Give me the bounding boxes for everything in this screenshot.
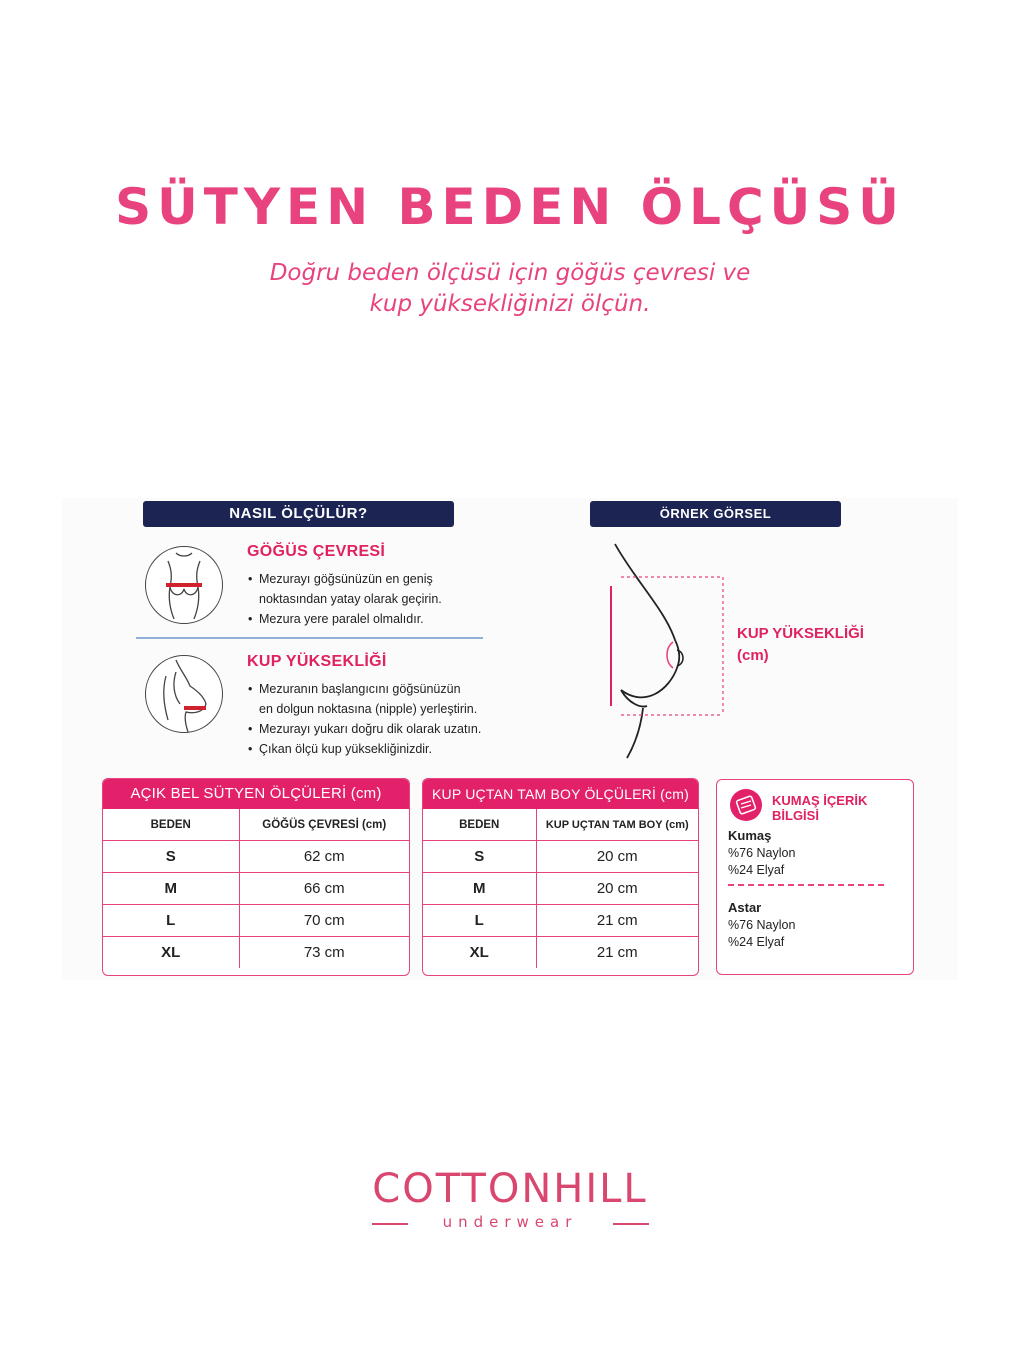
subtitle-line-1: Doğru beden ölçüsü için göğüs çevresi ve xyxy=(269,260,751,286)
chest-measure-icon xyxy=(145,546,223,624)
page-subtitle xyxy=(0,258,1020,320)
lining-elastane: %24 Elyaf xyxy=(728,935,785,949)
open-back-table-title: AÇIK BEL SÜTYEN ÖLÇÜLERİ (cm) xyxy=(103,779,409,809)
col-header-size: BEDEN xyxy=(150,818,191,831)
cup-measure-icon xyxy=(145,655,223,733)
cup-height-label xyxy=(737,623,864,667)
size-cell: XL xyxy=(423,937,536,969)
cup-bullet-4: • Çıkan ölçü kup yüksekliğinizdir. xyxy=(259,739,481,759)
value-cell: 21 cm xyxy=(536,905,698,937)
table-header-row xyxy=(423,809,698,841)
cup-instructions xyxy=(247,679,481,759)
logo-line-right xyxy=(613,1223,649,1225)
shell-fabric-label: Kumaş xyxy=(728,828,772,843)
size-cell: M xyxy=(423,873,536,905)
subtitle-line-2: kup yüksekliğinizi ölçün. xyxy=(369,291,651,317)
table-row xyxy=(103,873,409,905)
value-cell: 62 cm xyxy=(239,841,409,873)
size-cell: S xyxy=(423,841,536,873)
open-back-size-table xyxy=(102,778,410,976)
value-cell: 20 cm xyxy=(536,841,698,873)
fabric-info-title: KUMAŞ İÇERİK BİLGİSİ xyxy=(772,793,868,823)
cup-bullet-1: • Mezuranın başlangıcını göğsünüzün xyxy=(259,679,481,699)
table-row xyxy=(423,841,698,873)
col-header-cup-length: KUP UÇTAN TAM BOY (cm) xyxy=(536,809,698,841)
cup-bullet-3: • Mezurayı yukarı doğru dik olarak uzatın. xyxy=(259,719,481,739)
page-title: SÜTYEN BEDEN ÖLÇÜSÜ xyxy=(115,178,905,236)
lining-nylon: %76 Naylon xyxy=(728,918,796,932)
breast-profile-icon xyxy=(595,540,735,762)
value-cell: 73 cm xyxy=(239,937,409,969)
shell-fabric-elastane: %24 Elyaf xyxy=(728,863,785,877)
chest-instructions xyxy=(247,569,442,629)
brand-logo: COTTONHILL xyxy=(372,1166,648,1212)
table-row xyxy=(103,937,409,969)
table-row xyxy=(423,873,698,905)
open-back-table-grid xyxy=(103,809,409,968)
value-cell: 70 cm xyxy=(239,905,409,937)
section-divider xyxy=(136,637,483,639)
value-cell: 66 cm xyxy=(239,873,409,905)
size-cell: M xyxy=(103,873,239,905)
fabric-info-box xyxy=(716,779,914,975)
table-header-row xyxy=(103,809,409,841)
size-cell: L xyxy=(423,905,536,937)
shell-fabric-nylon: %76 Naylon xyxy=(728,846,796,860)
value-cell: 21 cm xyxy=(536,937,698,969)
cup-height-label-line-1: KUP YÜKSEKLİĞİ xyxy=(737,625,864,642)
table-row xyxy=(103,841,409,873)
table-row xyxy=(103,905,409,937)
cup-length-table-grid xyxy=(423,809,698,968)
cup-bullet-2: en dolgun noktasına (nipple) yerleştirin. xyxy=(259,702,478,716)
col-header-size: BEDEN xyxy=(459,818,500,831)
table-row xyxy=(423,905,698,937)
fabric-tag-icon xyxy=(729,788,763,822)
sample-header: ÖRNEK GÖRSEL xyxy=(590,501,841,527)
table-row xyxy=(423,937,698,969)
cup-length-size-table xyxy=(422,778,699,976)
chest-bullet-1: • Mezurayı göğsünüzün en geniş xyxy=(259,569,442,589)
value-cell: 20 cm xyxy=(536,873,698,905)
chest-bullet-2: noktasından yatay olarak geçirin. xyxy=(259,592,442,606)
chest-bullet-3: • Mezura yere paralel olmalıdır. xyxy=(259,609,442,629)
cup-title: KUP YÜKSEKLİĞİ xyxy=(247,653,387,670)
size-cell: XL xyxy=(103,937,239,969)
fabric-divider xyxy=(728,884,884,886)
size-cell: S xyxy=(103,841,239,873)
cup-height-label-line-2: (cm) xyxy=(737,647,769,664)
lining-label: Astar xyxy=(728,900,762,915)
brand-tagline: underwear xyxy=(442,1213,578,1231)
size-cell: L xyxy=(103,905,239,937)
cup-length-table-title: KUP UÇTAN TAM BOY ÖLÇÜLERİ (cm) xyxy=(423,779,698,809)
how-to-header: NASIL ÖLÇÜLÜR? xyxy=(143,501,454,527)
chest-title: GÖĞÜS ÇEVRESİ xyxy=(247,543,386,560)
col-header-chest: GÖĞÜS ÇEVRESİ (cm) xyxy=(239,809,409,841)
